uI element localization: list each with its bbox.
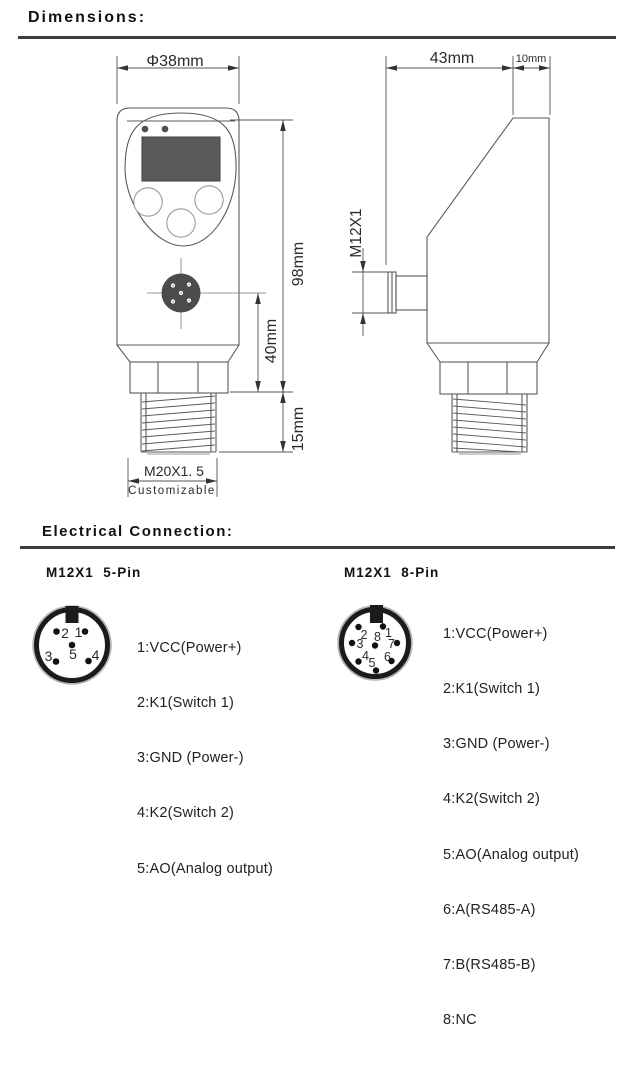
- button-left: [134, 188, 162, 216]
- button-right: [195, 186, 223, 214]
- pin-description: 1:VCC(Power+): [137, 639, 242, 656]
- pin-number: 1: [385, 626, 392, 640]
- pin-description: 4:K2(Switch 2): [443, 791, 541, 808]
- side-view-drawing: [388, 118, 549, 454]
- pin-number: 3: [44, 648, 53, 664]
- side-thread-lines: [453, 399, 526, 452]
- pin-description: 2:K1(Switch 1): [443, 681, 541, 698]
- side-hex-facets: [468, 362, 507, 394]
- pin-description: 5:AO(Analog output): [137, 860, 273, 877]
- pin-description: 3:GND (Power-): [137, 750, 244, 767]
- button-bottom: [167, 209, 195, 237]
- pin-description: 2:K1(Switch 1): [137, 695, 235, 712]
- side-view-dimensions: [352, 56, 550, 336]
- electrical-section-title: Electrical Connection:: [42, 523, 234, 540]
- dim-label-top-edge: 10mm: [515, 53, 547, 65]
- pin-number: 4: [91, 647, 100, 663]
- pin-number: 4: [362, 649, 369, 663]
- front-view-dimensions: [117, 56, 293, 497]
- m12-plug-body: [396, 276, 427, 310]
- dimensions-section-title: Dimensions:: [28, 9, 147, 26]
- front-hex-nut: [130, 362, 228, 393]
- pin-number: 2: [360, 628, 368, 642]
- side-hex-nut: [440, 362, 537, 394]
- pin-number: 8: [374, 630, 381, 644]
- side-body-outline: [427, 118, 549, 343]
- pin-number: 5: [69, 646, 77, 662]
- front-neck-taper: [117, 345, 239, 362]
- connector-8pin-title: M12X1 8-Pin: [344, 565, 440, 580]
- front-hex-facets: [158, 362, 198, 393]
- side-view-arrows: [360, 65, 550, 324]
- dim-label-total-height: 98mm: [290, 241, 307, 287]
- front-thread-lines: [142, 396, 215, 451]
- connector-8pin-diagram: [339, 605, 412, 680]
- pin-number: 1: [74, 624, 83, 640]
- pin-description: 5:AO(Analog output): [443, 846, 579, 863]
- side-neck-taper: [427, 343, 549, 362]
- pin-description: 1:VCC(Power+): [443, 625, 548, 642]
- connector-8pin-keyway: [370, 605, 383, 623]
- dim-label-plug-spec: M12X1: [348, 208, 365, 258]
- pin-description: 7:B(RS485-B): [443, 957, 536, 974]
- led-indicator: [142, 126, 149, 133]
- connector-5pin-keyway: [66, 606, 79, 623]
- dim-label-thread-spec: M20X1. 5: [144, 463, 204, 479]
- dim-label-thread-length: 15mm: [290, 406, 307, 452]
- led-indicator: [162, 126, 169, 133]
- display-screen: [142, 137, 220, 181]
- pin-description: 6:A(RS485-A): [443, 901, 536, 918]
- front-view-drawing: [117, 108, 266, 454]
- dim-label-40mm: 40mm: [263, 318, 280, 364]
- pin-number: 6: [384, 650, 391, 664]
- pin-description: 8:NC: [443, 1012, 477, 1029]
- pin-number: 5: [368, 656, 376, 670]
- connector-5pin-diagram: [34, 606, 111, 684]
- dim-label-diameter: Φ38mm: [146, 53, 204, 70]
- pin-number: 3: [356, 637, 364, 651]
- connector-5pin-title: M12X1 5-Pin: [46, 565, 142, 580]
- dim-label-customizable: Customizable: [128, 485, 216, 497]
- pin-description: 3:GND (Power-): [443, 736, 550, 753]
- pin-number: 2: [61, 625, 69, 641]
- pin-number: 7: [388, 637, 395, 651]
- dim-label-depth: 43mm: [429, 50, 475, 67]
- pin-description: 4:K2(Switch 2): [137, 805, 235, 822]
